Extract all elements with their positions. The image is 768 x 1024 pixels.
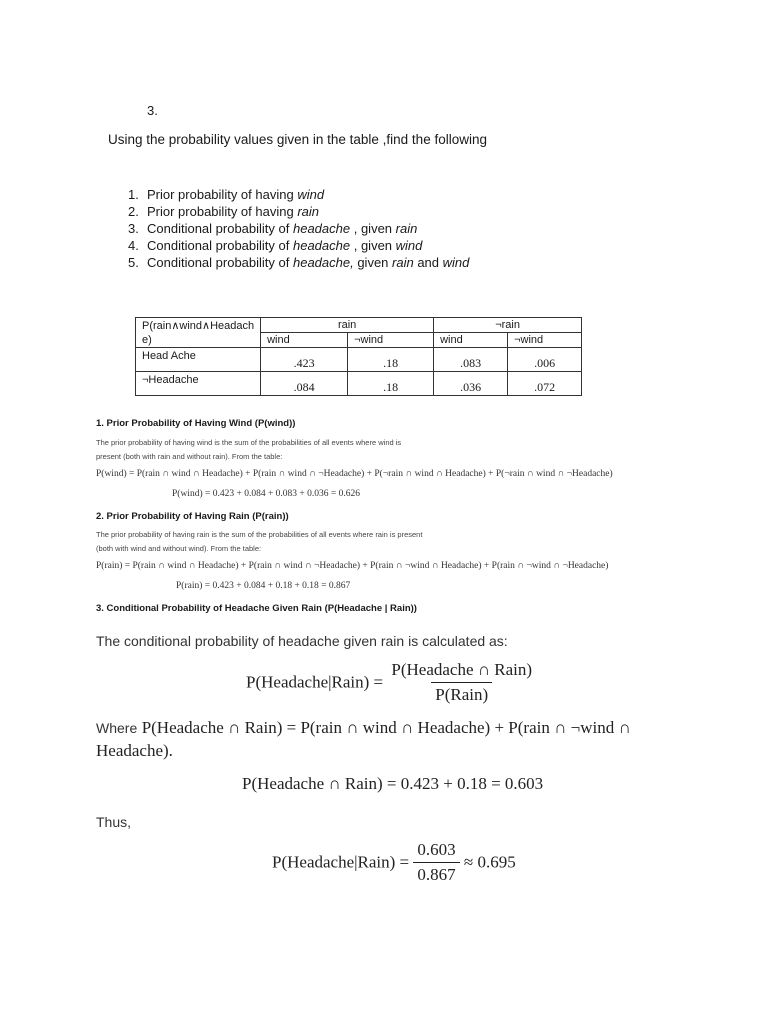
formula-lhs: P(Headache|Rain) = [246,672,384,692]
where-word: Where [96,720,138,736]
formula-rhs: ≈ 0.695 [463,852,516,872]
where-continuation: Headache). [96,741,173,760]
table-corner-label: P(rain∧wind∧Headach e) [136,318,261,348]
fraction-denominator: P(Rain) [431,682,492,705]
table-cell: .18 [348,348,434,372]
table-cell: .084 [261,372,348,396]
table-cell: .036 [434,372,508,396]
fraction-numerator: P(Headache ∩ Rain) [391,660,533,679]
table-row [136,372,582,396]
section-text [96,528,422,556]
table-group-header: rain [261,318,434,333]
final-formula [272,840,516,885]
table-row-label: ¬Headache [136,372,261,396]
where-line [96,718,631,738]
table-cell: .006 [508,348,582,372]
table-subheader: ¬wind [348,333,434,348]
table-row [136,348,582,372]
intersection-result: P(Headache ∩ Rain) = 0.423 + 0.18 = 0.603 [242,774,544,793]
question-number: 3. [147,103,158,118]
where-expression: P(Headache ∩ Rain) = P(rain ∩ wind ∩ Headache) + P(rain ∩ ¬wind ∩ [141,718,631,737]
table-cell: .18 [348,372,434,396]
task-item: 1. Prior probability of having wind [128,187,325,202]
section-text [96,436,401,464]
table-subheader: wind [261,333,348,348]
task-item: 5. Conditional probability of headache, given rain and wind [128,255,470,270]
formula-line: P(wind) = P(rain ∩ wind ∩ Headache) + P(rain ∩ wind ∩ ¬Headache) + P(¬rain ∩ wind ∩ Headache) + P(¬rain ∩ wind ∩ ¬Headache) [96,469,613,479]
text-line: (both with wind and without wind). From the table: [96,544,262,553]
section-heading: 1. Prior Probability of Having Wind (P(wind)) [96,418,296,429]
text-line: present (both with rain and without rain). From the table: [96,452,283,461]
question-intro: Using the probability values given in the table ,find the following [108,132,487,147]
text-line: The prior probability of having rain is the sum of the probabilities of all events where rain is present [96,530,423,539]
fraction [413,840,459,885]
task-item: 4. Conditional probability of headache , given wind [128,238,423,253]
table-cell: .083 [434,348,508,372]
task-item: 2. Prior probability of having rain [128,204,319,219]
thus-label: Thus, [96,814,132,830]
task-item: 3. Conditional probability of headache , given rain [128,221,418,236]
task-list [128,186,469,271]
result-line: P(rain) = 0.423 + 0.084 + 0.18 + 0.18 = 0.867 [176,581,351,591]
fraction-numerator: 0.603 [417,840,456,859]
table-group-header: ¬rain [434,318,582,333]
table-row-label: Head Ache [136,348,261,372]
result-line: P(wind) = 0.423 + 0.084 + 0.083 + 0.036 = 0.626 [172,489,361,499]
text-line: The prior probability of having wind is the sum of the probabilities of all events where wind is [96,438,402,447]
section-text: The conditional probability of headache given rain is calculated as: [96,633,508,649]
table-subheader: ¬wind [508,333,582,348]
fraction [387,660,536,705]
conditional-formula [246,660,536,705]
table-subheader: wind [434,333,508,348]
formula-lhs: P(Headache|Rain) = [272,852,410,872]
section-heading: 3. Conditional Probability of Headache Given Rain (P(Headache | Rain)) [96,603,417,614]
fraction-denominator: 0.867 [413,862,459,885]
table-cell: .423 [261,348,348,372]
formula-line: P(rain) = P(rain ∩ wind ∩ Headache) + P(rain ∩ wind ∩ ¬Headache) + P(rain ∩ ¬wind ∩ Headache) + P(rain ∩ ¬wind ∩ ¬Headache) [96,561,609,571]
table-cell: .072 [508,372,582,396]
probability-table [135,317,582,396]
section-heading: 2. Prior Probability of Having Rain (P(rain)) [96,511,289,522]
